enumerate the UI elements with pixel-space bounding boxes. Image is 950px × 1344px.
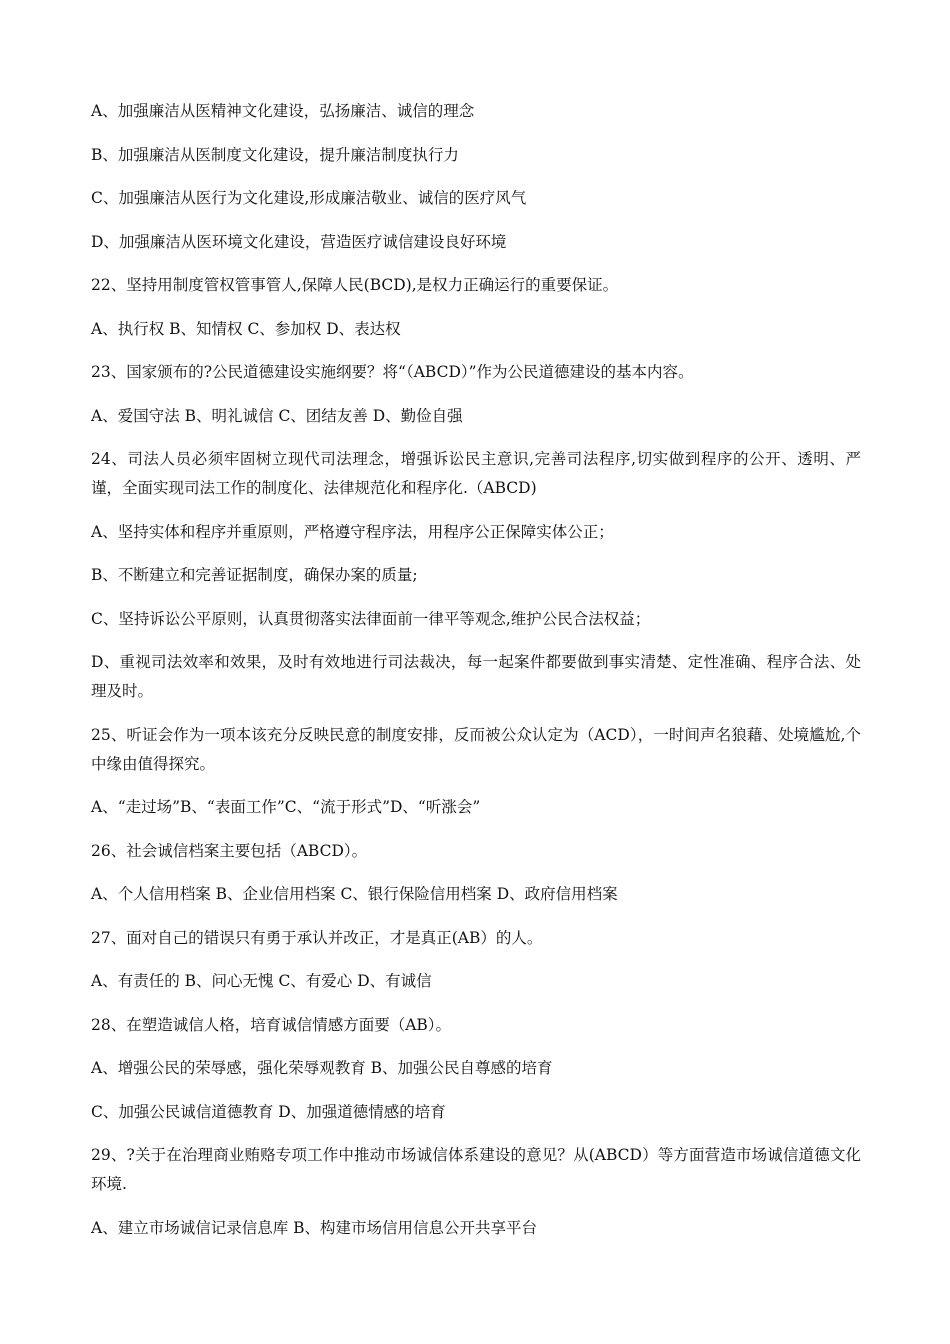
question-26-options: A、个人信用档案 B、企业信用档案 C、银行保险信用档案 D、政府信用档案 xyxy=(91,885,618,903)
question-23-options: A、爱国守法 B、明礼诚信 C、团结友善 D、勤俭自强 xyxy=(91,406,463,425)
question-27: 27、面对自己的错误只有勇于承认并改正，才是真正(AB）的人。 xyxy=(91,928,543,947)
question-25: 25、听证会作为一项本该充分反映民意的制度安排，反而被公众认定为（ACD），一时间声名狼藉、处境尴尬,个中缘由值得探究。 xyxy=(91,725,861,773)
question-24: 24、司法人员必须牢固树立现代司法理念，增强诉讼民主意识,完善司法程序,切实做到程序的公开、透明、严谨，全面实现司法工作的制度化、法律规范化和程序化.（ABCD) xyxy=(91,450,861,497)
question-22-options: A、执行权 B、知情权 C、参加权 D、表达权 xyxy=(91,319,401,338)
option-a-spirit-culture: A、加强廉洁从医精神文化建设，弘扬廉洁、诚信的理念 xyxy=(91,102,475,120)
option-d-environment-culture: D、加强廉洁从医环境文化建设，营造医疗诚信建设良好环境 xyxy=(91,232,507,251)
question-28: 28、在塑造诚信人格，培育诚信情感方面要（AB）。 xyxy=(91,1015,452,1034)
question-25-options: A、“走过场”B、“表面工作”C、“流于形式”D、“听涨会” xyxy=(91,798,481,816)
document-body xyxy=(91,97,861,1257)
question-28-options-ab: A、增强公民的荣辱感，强化荣辱观教育 B、加强公民自尊感的培育 xyxy=(91,1059,553,1077)
question-28-options-cd: C、加强公民诚信道德教育 D、加强道德情感的培育 xyxy=(91,1102,446,1121)
question-29-options-ab: A、建立市场诚信记录信息库 B、构建市场信用信息公开共享平台 xyxy=(91,1218,538,1237)
question-23: 23、国家颁布的?公民道德建设实施纲要？将“（ABCD）”作为公民道德建设的基本内容。 xyxy=(91,363,694,381)
question-29: 29、?关于在治理商业贿赂专项工作中推动市场诚信体系建设的意见？从(ABCD）等方面营造市场诚信道德文化环境. xyxy=(91,1146,861,1193)
question-27-options: A、有责任的 B、问心无愧 C、有爱心 D、有诚信 xyxy=(91,972,432,990)
question-24-option-a: A、坚持实体和程序并重原则，严格遵守程序法，用程序公正保障实体公正； xyxy=(91,522,614,541)
question-24-option-b: B、不断建立和完善证据制度，确保办案的质量; xyxy=(91,566,418,584)
question-22: 22、坚持用制度管权管事管人,保障人民(BCD),是权力正确运行的重要保证。 xyxy=(91,276,619,294)
question-26: 26、社会诚信档案主要包括（ABCD）。 xyxy=(91,841,368,860)
question-24-option-d: D、重视司法效率和效果，及时有效地进行司法裁决，每一起案件都要做到事实清楚、定性准确、程序合法、处理及时。 xyxy=(91,653,861,700)
option-b-system-culture: B、加强廉洁从医制度文化建设，提升廉洁制度执行力 xyxy=(91,145,459,164)
option-c-behavior-culture: C、加强廉洁从医行为文化建设,形成廉洁敬业、诚信的医疗风气 xyxy=(91,189,527,207)
question-24-option-c: C、坚持诉讼公平原则，认真贯彻落实法律面前一律平等观念,维护公民合法权益； xyxy=(91,609,651,628)
